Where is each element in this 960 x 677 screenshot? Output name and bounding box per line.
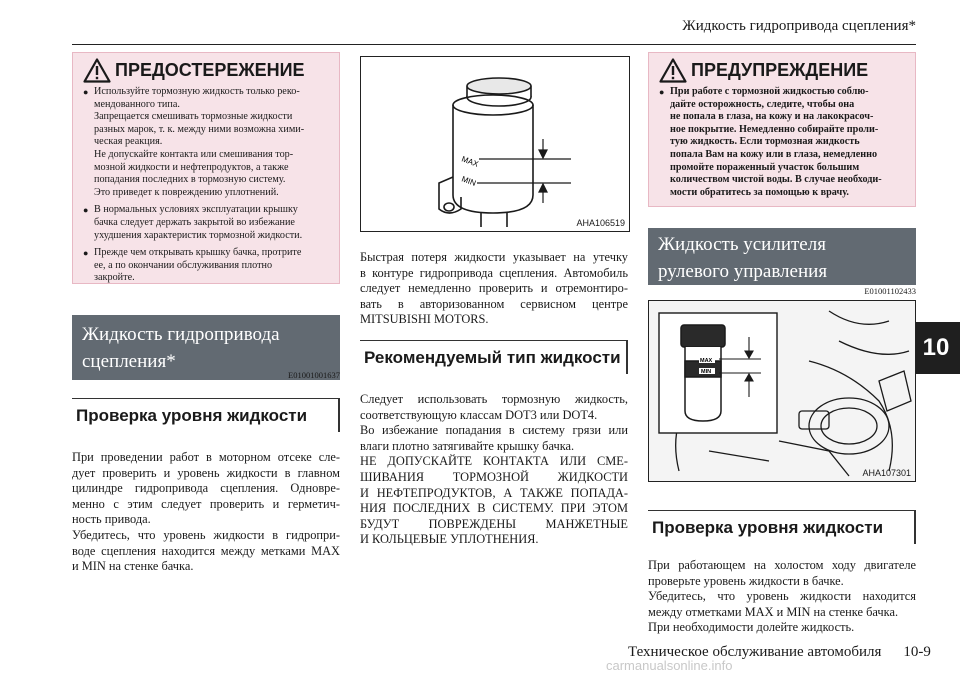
- text-line: ● При работе с тормозной жидкостью соблю-: [670, 86, 869, 97]
- warning-bullets: [83, 86, 333, 285]
- text-line: воде сцепления находится между метками MAX: [72, 543, 340, 558]
- watermark: carmanualsonline.info: [606, 658, 733, 673]
- text-line: разных марок, т. к. между ними возможна хими-: [94, 123, 305, 135]
- footer-chapter-name: Техническое обслуживание автомобиля: [628, 644, 882, 660]
- text-line: ность привода.: [72, 512, 151, 527]
- text-line: При проведении работ в моторном отсеке сле-: [72, 450, 340, 464]
- text-line: попадания последних в тормозную систему.: [94, 174, 286, 186]
- text-line: цилиндре гидропривода сцепления. Одновре-: [72, 481, 340, 496]
- text-line: Не допускайте контакта или смешивания тор-: [94, 148, 294, 160]
- max-mark-label: MAX: [460, 154, 480, 169]
- clutch-fluid-body-text: [72, 450, 340, 575]
- subheading-fluid-level-check: Проверка уровня жидкости: [72, 398, 340, 432]
- text-line: И НЕФТЕПРОДУКТОВ, А ТАКЖЕ ПОПАДА-: [360, 485, 628, 500]
- text-line: дует проверить и уровень жидкости в главном: [72, 465, 340, 480]
- text-line: НЕ ДОПУСКАЙТЕ КОНТАКТА ИЛИ СМЕ-: [360, 454, 628, 469]
- text-line: бачка следует держать закрытой во избежание: [94, 216, 295, 228]
- text-line: следует немедленно проверить и отремонтиро-: [360, 281, 628, 296]
- warning-bullet-item: [83, 86, 333, 199]
- section-heading-line: Жидкость усилителя: [658, 234, 826, 255]
- figure-power-steering-reservoir: [648, 300, 916, 482]
- figure-label: AHA107301: [862, 468, 911, 478]
- min-mark-label: MIN: [701, 369, 712, 375]
- text-line: соответствующую классам DOT3 или DOT4.: [360, 407, 598, 422]
- text-line: Убедитесь, что уровень жидкости находится: [648, 589, 916, 604]
- text-line: количеством чистой воды. В случае необходи-: [670, 174, 882, 186]
- power-steering-reservoir-illustration: [649, 301, 915, 481]
- text-line: Это приведет к повреждению уплотнений.: [94, 186, 279, 198]
- text-line: ухудшения характеристик тормозной жидкости.: [94, 229, 303, 241]
- section-heading-line: рулевого управления: [658, 261, 828, 282]
- warning-bullet-item: [83, 204, 333, 242]
- text-line: НИЯ ПОСЛЕДНИХ В СИСТЕМУ. ПРИ ЭТОМ: [360, 501, 628, 516]
- max-mark-label: MAX: [700, 358, 713, 364]
- warning-title: [83, 58, 333, 83]
- caution-box: [648, 52, 916, 207]
- text-line: менно с этим следует проверить и герметич-: [72, 496, 340, 511]
- text-line: тую жидкость. Если тормозная жидкость: [670, 136, 860, 148]
- min-mark-label: MIN: [460, 174, 478, 188]
- text-line: ● В нормальных условиях эксплуатации крышку: [94, 204, 298, 216]
- fluid-loss-body-text: [360, 250, 628, 328]
- text-line: При необходимости долейте жидкость.: [648, 620, 855, 635]
- page-header-title: Жидкость гидропривода сцепления*: [682, 18, 916, 34]
- text-line: БУДУТ ПОВРЕЖДЕНЫ МАНЖЕТНЫЕ: [360, 516, 628, 531]
- page-number: 10-9: [903, 644, 931, 660]
- recommended-fluid-body-text: [360, 392, 628, 548]
- power-steering-body-text: [648, 558, 916, 636]
- warning-bullet-item: [83, 247, 333, 285]
- caution-bullets: [659, 86, 909, 199]
- section-code: E01001102433: [864, 286, 916, 296]
- section-heading-power-steering-fluid: [648, 228, 916, 285]
- text-line: Следует использовать тормозную жидкость,: [360, 392, 628, 406]
- text-line: И КОЛЬЦЕВЫЕ УПЛОТНЕНИЯ.: [360, 532, 539, 547]
- text-line: Запрещается смешивать тормозные жидкости: [94, 111, 293, 123]
- warning-title-text: ПРЕДОСТЕРЕЖЕНИЕ: [115, 60, 305, 80]
- warning-bullet-item: [659, 86, 909, 199]
- chapter-tab: 10: [912, 322, 960, 374]
- text-line: в контуре гидропривода сцепления. Автомобиль: [360, 265, 628, 280]
- text-line: ШИВАНИЯ ТОРМОЗНОЙ ЖИДКОСТИ: [360, 469, 628, 484]
- warning-triangle-icon: [659, 58, 687, 83]
- figure-label: AHA106519: [576, 218, 625, 228]
- text-line: мозной жидкости и нефтепродуктов, а также: [94, 161, 289, 173]
- text-line: MITSUBISHI MOTORS.: [360, 312, 489, 327]
- section-code: E01001001637: [288, 370, 340, 380]
- warning-triangle-icon: [83, 58, 111, 83]
- text-line: мендованного типа.: [94, 98, 180, 110]
- clutch-reservoir-illustration: [361, 57, 629, 231]
- text-line: промойте пораженный участок большим: [670, 161, 860, 173]
- text-line: Убедитесь, что уровень жидкости в гидропри-: [72, 527, 340, 542]
- text-line: ● Используйте тормозную жидкость только реко-: [94, 86, 300, 97]
- text-line: вать в авторизованном сервисном центре: [360, 296, 628, 311]
- text-line: и MIN на стенке бачка.: [72, 559, 194, 574]
- warning-box: [72, 52, 340, 284]
- subheading-recommended-fluid: Рекомендуемый тип жидкости: [360, 340, 628, 374]
- text-line: мости обратитесь за помощью к врачу.: [670, 186, 849, 198]
- text-line: закройте.: [94, 272, 135, 284]
- text-line: ное покрытие. Немедленно собирайте проли-: [670, 123, 879, 135]
- text-line: ее, а по окончании обслуживания плотно: [94, 259, 273, 271]
- text-line: дайте осторожность, следите, чтобы она: [670, 98, 855, 110]
- text-line: ческая реакция.: [94, 136, 163, 148]
- text-line: Быстрая потеря жидкости указывает на утечку: [360, 250, 628, 264]
- text-line: проверьте уровень жидкости в бачке.: [648, 573, 844, 588]
- caution-title-text: ПРЕДУПРЕЖДЕНИЕ: [691, 60, 869, 80]
- section-heading-line: сцепления*: [82, 351, 176, 372]
- text-line: При работающем на холостом ходу двигателе: [648, 558, 916, 572]
- caution-title: [659, 58, 909, 83]
- header-divider: [72, 44, 916, 45]
- figure-clutch-reservoir: [360, 56, 630, 232]
- text-line: не попала в глаза, на кожу и на лакокрасоч-: [670, 111, 874, 123]
- text-line: ● Прежде чем открывать крышку бачка, протрите: [94, 247, 302, 259]
- subheading-fluid-level-check: Проверка уровня жидкости: [648, 510, 916, 544]
- text-line: Во избежание попадания в систему грязи или: [360, 423, 628, 438]
- text-line: между отметками MAX и MIN на стенке бачка.: [648, 604, 899, 619]
- section-heading-line: Жидкость гидропривода: [82, 324, 280, 345]
- text-line: попала Вам на кожу или в глаза, немедленно: [670, 148, 878, 160]
- text-line: влаги плотно затягивайте крышку бачка.: [360, 438, 575, 453]
